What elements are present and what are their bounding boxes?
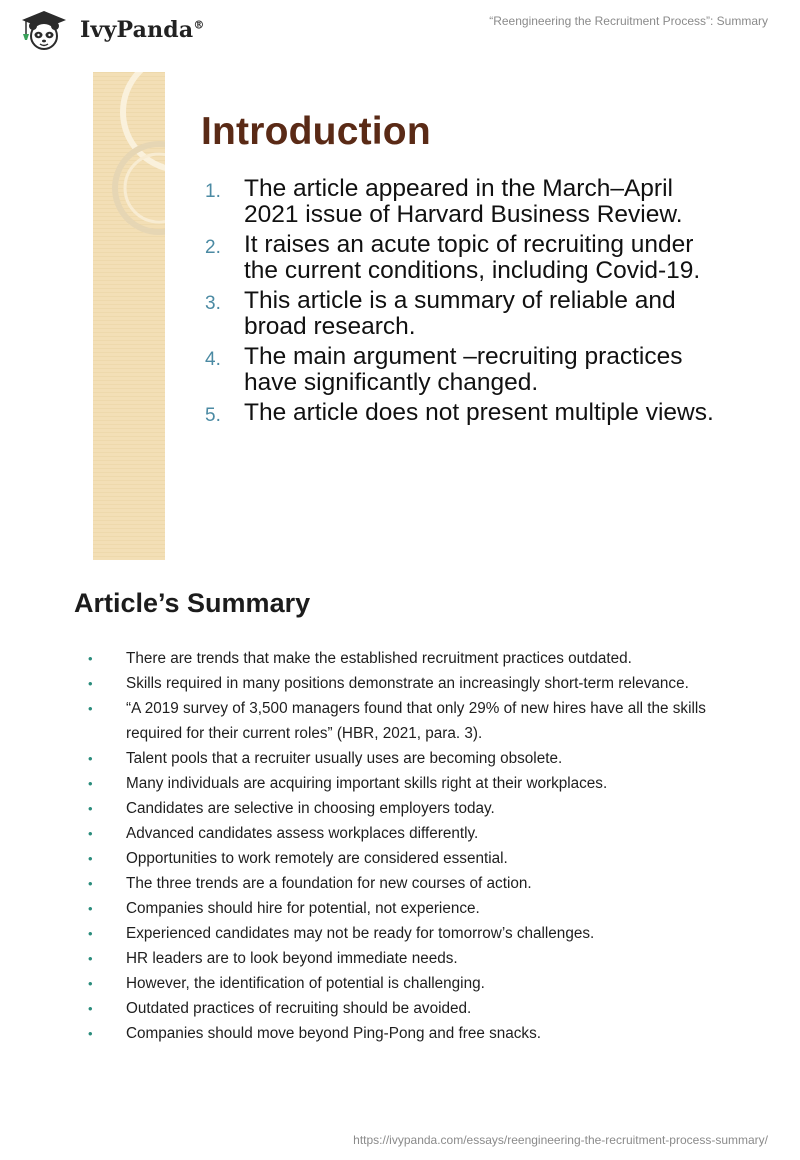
summary-item: • Outdated practices of recruiting should be avoided. — [88, 996, 728, 1021]
item-number: 2. — [205, 237, 221, 258]
summary-item: • Talent pools that a recruiter usually uses are becoming obsolete. — [88, 746, 728, 771]
bullet-dot: • — [88, 826, 93, 841]
brand-name: IvyPanda® — [80, 17, 205, 43]
item-number: 5. — [205, 405, 221, 426]
bullet-dot: • — [88, 926, 93, 941]
item-number: 1. — [205, 181, 221, 202]
intro-list — [205, 176, 725, 431]
page-header — [0, 0, 800, 60]
summary-item: • Skills required in many positions demonstrate an increasingly short-term relevance. — [88, 671, 728, 696]
intro-slide — [93, 72, 733, 560]
brand-logo[interactable] — [16, 8, 205, 52]
summary-list — [88, 646, 728, 1046]
item-text: It raises an acute topic of recruiting under the current conditions, including Covid-19. — [244, 231, 701, 284]
bullet-dot: • — [88, 901, 93, 916]
slide-title: Introduction — [201, 110, 431, 153]
summary-item: • “A 2019 survey of 3,500 managers found that only 29% of new hires have all the skills required for their current roles” (HBR, 2021, para. 3). — [88, 696, 728, 746]
summary-item: • Experienced candidates may not be ready for tomorrow’s challenges. — [88, 921, 728, 946]
item-number: 3. — [205, 293, 221, 314]
item-text: The article appeared in the March–April 2021 issue of Harvard Business Review. — [244, 175, 683, 228]
intro-item — [205, 232, 725, 283]
item-number: 4. — [205, 349, 221, 370]
bullet-dot: • — [88, 1001, 93, 1016]
bullet-dot: • — [88, 676, 93, 691]
summary-item: • Companies should move beyond Ping-Pong and free snacks. — [88, 1021, 728, 1046]
bullet-dot: • — [88, 851, 93, 866]
summary-heading: Article’s Summary — [74, 588, 311, 618]
intro-item — [205, 400, 725, 426]
summary-item: • Opportunities to work remotely are considered essential. — [88, 846, 728, 871]
decorative-band — [93, 72, 165, 560]
bullet-dot: • — [88, 751, 93, 766]
intro-item — [205, 288, 725, 339]
bullet-dot: • — [88, 876, 93, 891]
intro-item — [205, 176, 725, 227]
panda-graduate-icon — [16, 8, 72, 52]
bullet-dot: • — [88, 776, 93, 791]
summary-item: • There are trends that make the established recruitment practices outdated. — [88, 646, 728, 671]
summary-item: • However, the identification of potential is challenging. — [88, 971, 728, 996]
summary-item: • Advanced candidates assess workplaces differently. — [88, 821, 728, 846]
item-text: This article is a summary of reliable and broad research. — [244, 287, 676, 340]
bullet-dot: • — [88, 801, 93, 816]
intro-item — [205, 344, 725, 395]
bullet-dot: • — [88, 976, 93, 991]
summary-item: • Candidates are selective in choosing employers today. — [88, 796, 728, 821]
document-title: “Reengineering the Recruitment Process”: Summary — [489, 14, 768, 28]
summary-item: • Many individuals are acquiring important skills right at their workplaces. — [88, 771, 728, 796]
item-text: The article does not present multiple views. — [244, 399, 714, 426]
bullet-dot: • — [88, 1026, 93, 1041]
source-url[interactable]: https://ivypanda.com/essays/reengineering-the-recruitment-process-summary/ — [353, 1133, 768, 1147]
summary-item: • The three trends are a foundation for new courses of action. — [88, 871, 728, 896]
item-text: The main argument –recruiting practices have significantly changed. — [244, 343, 683, 396]
summary-item: • HR leaders are to look beyond immediate needs. — [88, 946, 728, 971]
registered-mark: ® — [193, 18, 205, 32]
bullet-dot: • — [88, 651, 93, 666]
summary-item: • Companies should hire for potential, not experience. — [88, 896, 728, 921]
bullet-dot: • — [88, 951, 93, 966]
bullet-dot: • — [88, 701, 93, 716]
